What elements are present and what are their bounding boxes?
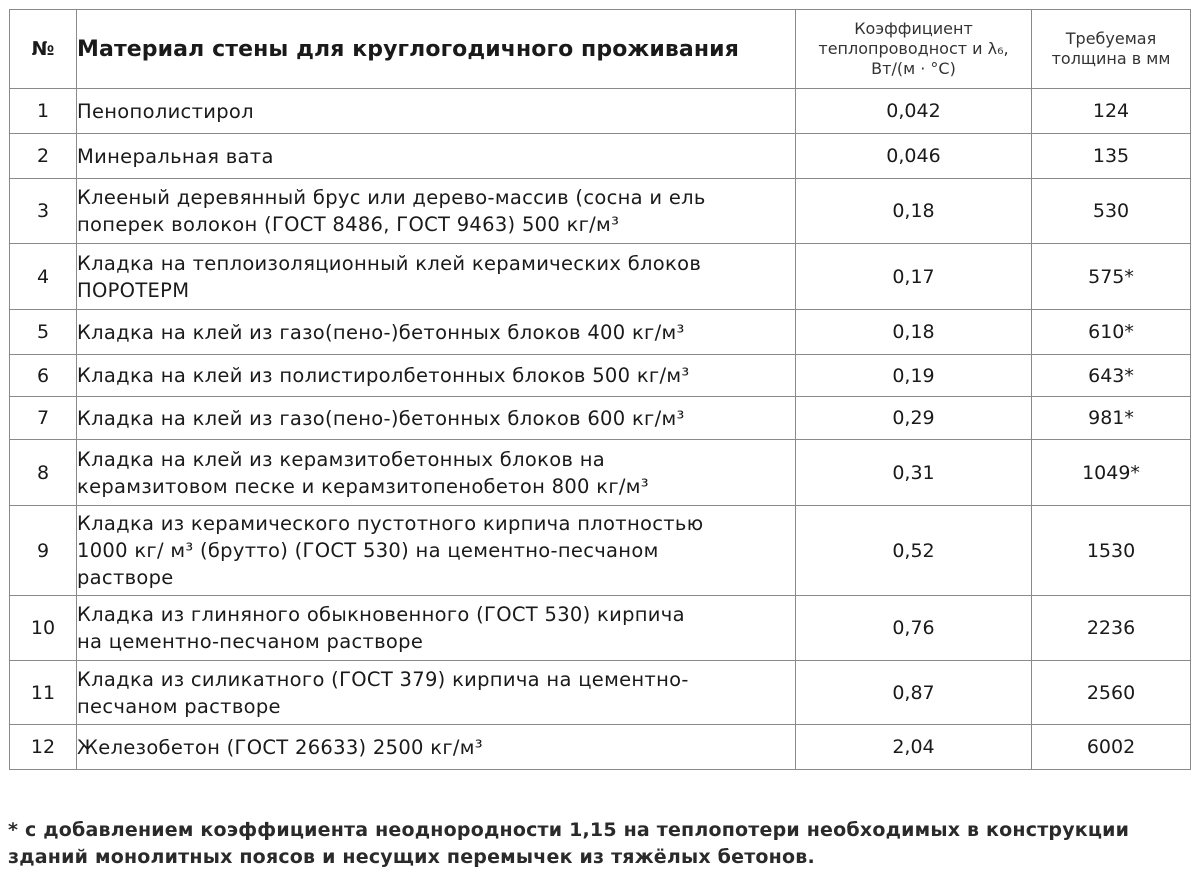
table-row	[10, 661, 1191, 725]
row-coefficient: 2,04	[796, 725, 1032, 770]
row-coefficient: 0,29	[796, 397, 1032, 440]
row-num: 9	[10, 506, 77, 596]
row-material: Кладка на клей из полистиролбетонных блоков 500 кг/м³	[77, 355, 796, 397]
header-num: №	[10, 10, 77, 89]
row-thickness: 530	[1032, 179, 1191, 244]
row-coefficient: 0,18	[796, 310, 1032, 355]
row-num: 3	[10, 179, 77, 244]
table-row	[10, 355, 1191, 397]
row-num: 11	[10, 661, 77, 725]
row-thickness: 643*	[1032, 355, 1191, 397]
row-material: Кладка на теплоизоляционный клей керамических блоков ПОРОТЕРМ	[77, 244, 796, 310]
row-num: 12	[10, 725, 77, 770]
row-num: 1	[10, 89, 77, 134]
table-header-row	[10, 10, 1191, 89]
row-coefficient: 0,046	[796, 134, 1032, 179]
table-row	[10, 440, 1191, 506]
row-thickness: 1530	[1032, 506, 1191, 596]
table-row	[10, 397, 1191, 440]
row-coefficient: 0,19	[796, 355, 1032, 397]
row-material: Кладка на клей из керамзитобетонных блоков на керамзитовом песке и керамзитопенобетон 800 кг/м³	[77, 440, 796, 506]
row-coefficient: 0,042	[796, 89, 1032, 134]
row-num: 5	[10, 310, 77, 355]
row-num: 7	[10, 397, 77, 440]
row-num: 2	[10, 134, 77, 179]
row-coefficient: 0,76	[796, 596, 1032, 661]
row-material: Пенополистирол	[77, 89, 796, 134]
row-material: Клееный деревянный брус или дерево-массив (сосна и ель поперек волокон (ГОСТ 8486, ГОСТ 9463) 500 кг/м³	[77, 179, 796, 244]
header-coefficient: Коэффициент теплопроводност и λ₆, Вт/(м · °С)	[796, 10, 1032, 89]
table-row	[10, 179, 1191, 244]
table-row	[10, 596, 1191, 661]
table-row	[10, 244, 1191, 310]
row-material: Кладка из силикатного (ГОСТ 379) кирпича на цементно- песчаном растворе	[77, 661, 796, 725]
row-coefficient: 0,31	[796, 440, 1032, 506]
row-num: 10	[10, 596, 77, 661]
table-row	[10, 310, 1191, 355]
row-thickness: 2236	[1032, 596, 1191, 661]
row-material: Кладка на клей из газо(пено-)бетонных блоков 600 кг/м³	[77, 397, 796, 440]
row-material: Кладка из керамического пустотного кирпича плотностью 1000 кг/ м³ (брутто) (ГОСТ 530) на цементно-песчаном растворе	[77, 506, 796, 596]
row-thickness: 6002	[1032, 725, 1191, 770]
row-num: 4	[10, 244, 77, 310]
table-row	[10, 89, 1191, 134]
row-num: 8	[10, 440, 77, 506]
wall-materials-table	[9, 9, 1191, 770]
row-num: 6	[10, 355, 77, 397]
footnote: * с добавлением коэффициента неоднородности 1,15 на теплопотери необходимых в конструкции зданий монолитных поясов и несущих перемычек из тяжёлых бетонов.	[8, 819, 1130, 868]
row-material: Кладка на клей из газо(пено-)бетонных блоков 400 кг/м³	[77, 310, 796, 355]
header-thickness: Требуемая толщина в мм	[1032, 10, 1191, 89]
row-material: Минеральная вата	[77, 134, 796, 179]
row-coefficient: 0,18	[796, 179, 1032, 244]
table-row	[10, 506, 1191, 596]
row-thickness: 124	[1032, 89, 1191, 134]
row-coefficient: 0,52	[796, 506, 1032, 596]
row-thickness: 610*	[1032, 310, 1191, 355]
row-coefficient: 0,17	[796, 244, 1032, 310]
table-row	[10, 725, 1191, 770]
row-material: Железобетон (ГОСТ 26633) 2500 кг/м³	[77, 725, 796, 770]
row-thickness: 981*	[1032, 397, 1191, 440]
row-thickness: 2560	[1032, 661, 1191, 725]
table-row	[10, 134, 1191, 179]
header-material: Материал стены для круглогодичного проживания	[77, 10, 796, 89]
row-thickness: 1049*	[1032, 440, 1191, 506]
row-material: Кладка из глиняного обыкновенного (ГОСТ 530) кирпича на цементно-песчаном растворе	[77, 596, 796, 661]
row-thickness: 135	[1032, 134, 1191, 179]
row-coefficient: 0,87	[796, 661, 1032, 725]
row-thickness: 575*	[1032, 244, 1191, 310]
